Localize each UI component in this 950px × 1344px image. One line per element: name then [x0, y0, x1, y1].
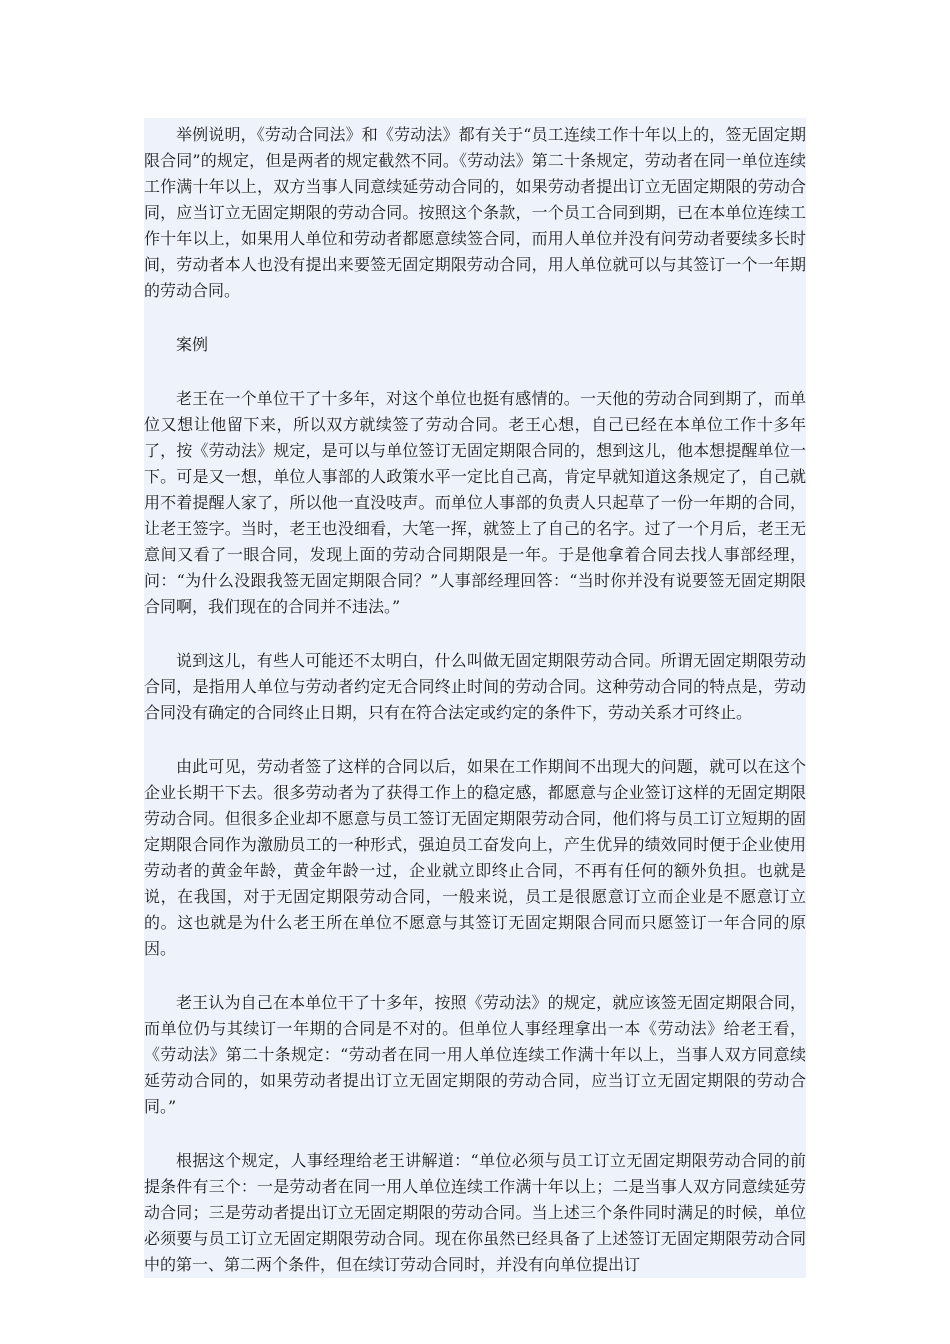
paragraph-case-heading: 案例 — [176, 335, 209, 354]
document-body — [144, 118, 806, 1278]
paragraph-example-intro: 举例说明，《劳动合同法》和《劳动法》都有关于“员工连续工作十年以上的，签无固定期限合同”的规定，但是两者的规定截然不同。《劳动法》第二十条规定，劳动者在同一单位连续工作满十年以上，双方当事人同意续延劳动合同的，如果劳动者提出订立无固定期限的劳动合同，应当订立无固定期限的劳动合同。按照这个条款，一个员工合同到期，已在本单位连续工作十年以上，如果用人单位和劳动者都愿意续签合同，而用人单位并没有问劳动者要续多长时间，劳动者本人也没有提出来要签无固定期限劳动合同，用人单位就可以与其签订一个一年期的劳动合同。 — [144, 125, 806, 300]
paragraph-analysis: 由此可见，劳动者签了这样的合同以后，如果在工作期间不出现大的问题，就可以在这个企业长期干下去。很多劳动者为了获得工作上的稳定感，都愿意与企业签订这样的无固定期限劳动合同。但很多企业却不愿意与员工签订无固定期限劳动合同，他们将与员工订立短期的固定期限合同作为激励员工的一种形式，强迫员工奋发向上，产生优异的绩效同时便于企业使用劳动者的黄金年龄，黄金年龄一过，企业就立即终止合同，不再有任何的额外负担。也就是说，在我国，对于无固定期限劳动合同，一般来说，员工是很愿意订立而企业是不愿意订立的。这也就是为什么老王所在单位不愿意与其签订无固定期限合同而只愿签订一年合同的原因。 — [144, 757, 806, 958]
paragraph-case-story: 老王在一个单位干了十多年，对这个单位也挺有感情的。一天他的劳动合同到期了，而单位又想让他留下来，所以双方就续签了劳动合同。老王心想，自己已经在本单位工作十多年了，按《劳动法》规定，是可以与单位签订无固定期限合同的，想到这儿，他本想提醒单位一下。可是又一想，单位人事部的人政策水平一定比自己高，肯定早就知道这条规定了，自己就用不着提醒人家了，所以他一直没吱声。而单位人事部的负责人只起草了一份一年期的合同，让老王签字。当时，老王也没细看，大笔一挥，就签上了自己的名字。过了一个月后，老王无意间又看了一眼合同，发现上面的劳动合同期限是一年。于是他拿着合同去找人事部经理，问：“为什么没跟我签无固定期限合同？”人事部经理回答：“当时你并没有说要签无固定期限合同啊，我们现在的合同并不违法。” — [144, 389, 806, 616]
paragraph-law-quote: 老王认为自己在本单位干了十多年，按照《劳动法》的规定，就应该签无固定期限合同，而单位仍与其续订一年期的合同是不对的。但单位人事经理拿出一本《劳动法》给老王看，《劳动法》第二十条规定：“劳动者在同一用人单位连续工作满十年以上，当事人双方同意续延劳动合同的，如果劳动者提出订立无固定期限的劳动合同，应当订立无固定期限的劳动合同。” — [144, 993, 806, 1116]
paragraph-definition: 说到这儿，有些人可能还不太明白，什么叫做无固定期限劳动合同。所谓无固定期限劳动合同，是指用人单位与劳动者约定无合同终止时间的劳动合同。这种劳动合同的特点是，劳动合同没有确定的合同终止日期，只有在符合法定或约定的条件下，劳动关系才可终止。 — [144, 651, 806, 722]
paragraph-explanation: 根据这个规定，人事经理给老王讲解道：“单位必须与员工订立无固定期限劳动合同的前提条件有三个：一是劳动者在同一用人单位连续工作满十年以上；二是当事人双方同意续延劳动合同；三是劳动者提出订立无固定期限的劳动合同。当上述三个条件同时满足的时候，单位必须要与员工订立无固定期限劳动合同。现在你虽然已经具备了上述签订无固定期限劳动合同中的第一、第二两个条件，但在续订劳动合同时，并没有向单位提出订 — [144, 1151, 806, 1274]
